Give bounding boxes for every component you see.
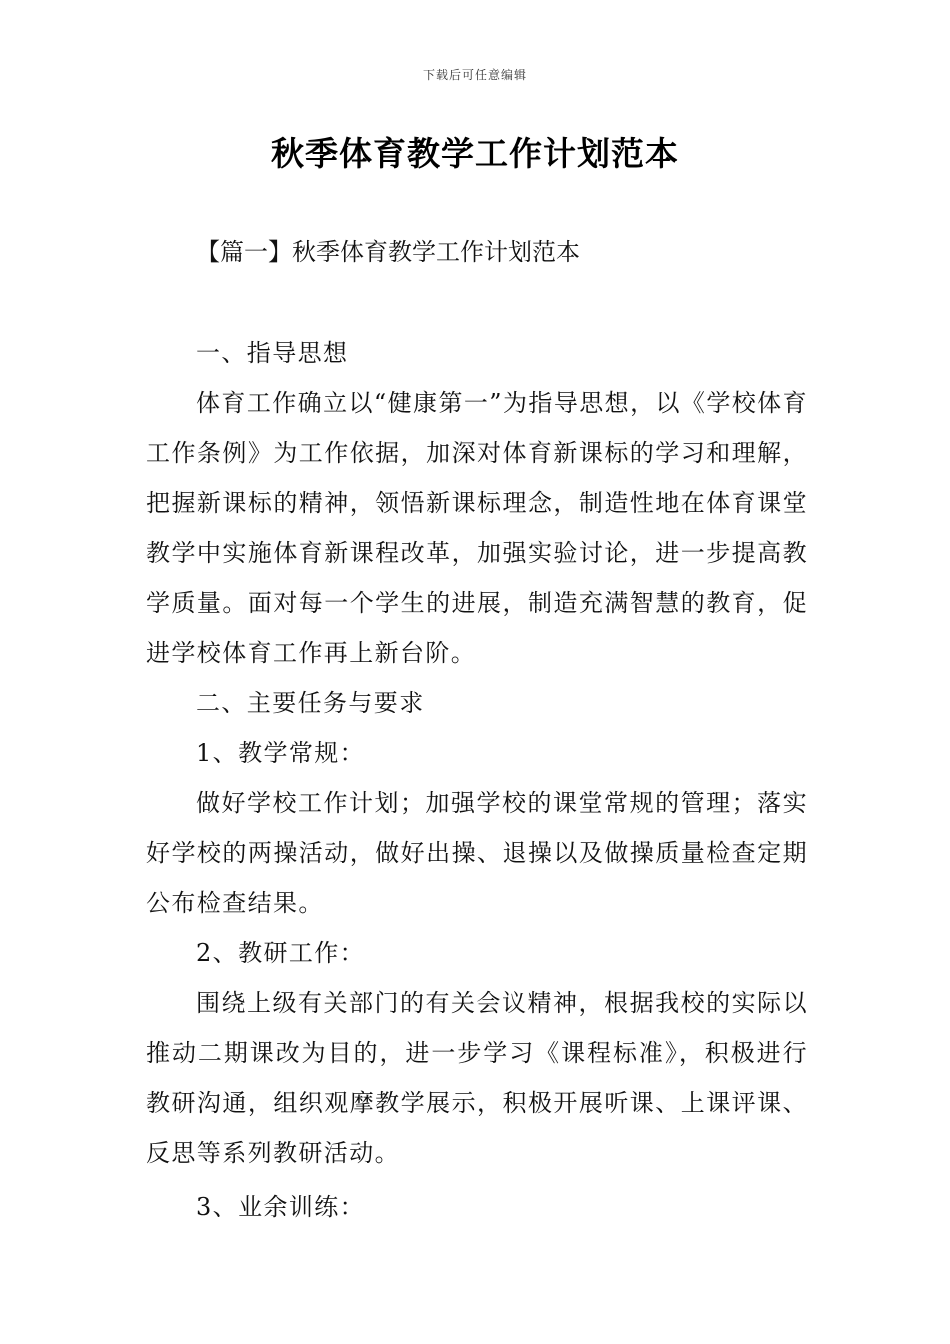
heading-amateur-training: 3、业余训练：	[196, 1193, 366, 1221]
heading-main-tasks: 二、主要任务与要求	[196, 689, 425, 717]
body-text	[146, 328, 808, 1232]
heading-guiding-ideology: 一、指导思想	[196, 339, 349, 367]
paragraph-teaching-routine: 做好学校工作计划；加强学校的课堂常规的管理；落实好学校的两操活动，做好出操、退操以及做操质量检查定期公布检查结果。	[146, 789, 808, 917]
paragraph-guiding-ideology: 体育工作确立以“健康第一”为指导思想，以《学校体育工作条例》为工作依据，加深对体育新课标的学习和理解，把握新课标的精神，领悟新课标理念，制造性地在体育课堂教学中实施体育新课程改革，加强实验讨论，进一步提高教学质量。面对每一个学生的进展，制造充满智慧的教育，促进学校体育工作再上新台阶。	[146, 389, 808, 667]
header-note: 下载后可任意编辑	[422, 68, 527, 82]
section-heading: 【篇一】秋季体育教学工作计划范本	[196, 238, 580, 266]
page-title: 秋季体育教学工作计划范本	[271, 134, 679, 173]
heading-teaching-research: 2、教研工作：	[196, 939, 366, 967]
heading-teaching-routine: 1、教学常规：	[196, 739, 366, 767]
paragraph-teaching-research: 围绕上级有关部门的有关会议精神，根据我校的实际以推动二期课改为目的，进一步学习《课程标准》，积极进行教研沟通，组织观摩教学展示，积极开展听课、上课评课、反思等系列教研活动。	[146, 989, 808, 1167]
